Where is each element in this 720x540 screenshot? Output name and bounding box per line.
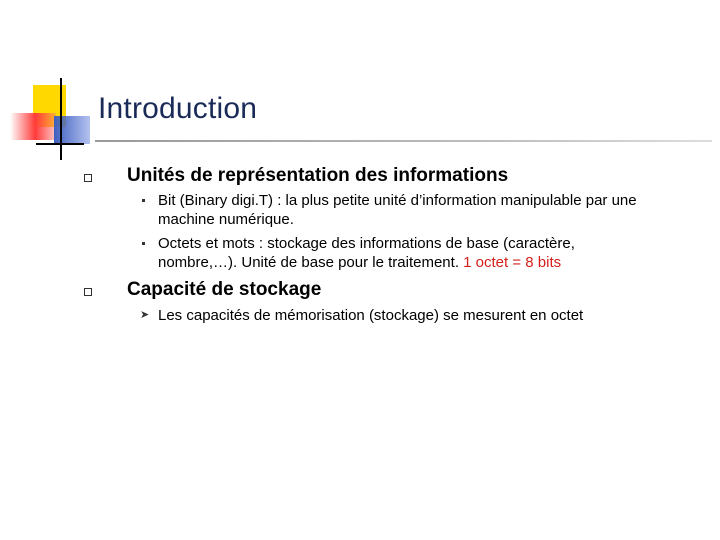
- square-bullet-icon: [84, 288, 92, 296]
- small-square-bullet-icon: [142, 199, 145, 202]
- square-bullet-icon: [84, 174, 92, 182]
- small-square-bullet-icon: [142, 242, 145, 245]
- arrow-bullet-icon: ➤: [140, 309, 150, 321]
- term-octets: Octets et mots: [158, 235, 255, 252]
- section-heading-units: Unités de représentation des informations: [127, 165, 509, 186]
- list-item-octets: [158, 234, 575, 272]
- list-item-bit: [158, 191, 637, 229]
- vertical-line-decoration: [60, 78, 62, 160]
- octets-desc-line1: : stockage des informations de base (caractère,: [254, 235, 575, 252]
- horizontal-line-decoration: [36, 143, 84, 145]
- red-bar-decoration: [10, 113, 56, 140]
- bit-desc-line2: machine numérique.: [158, 211, 294, 228]
- octet-bits-highlight: 1 octet = 8 bits: [463, 254, 562, 271]
- section-heading-capacity: Capacité de stockage: [127, 279, 322, 300]
- term-bit: Bit: [158, 192, 176, 209]
- title-underline: [95, 140, 712, 142]
- slide-title: Introduction: [98, 92, 258, 125]
- octets-desc-line2: nombre,…). Unité de base pour le traitement.: [158, 254, 464, 271]
- bit-desc-line1: (Binary digi.T) : la plus petite unité d’information manipulable par une: [175, 192, 637, 209]
- list-item-capacity: Les capacités de mémorisation (stockage) se mesurent en octet: [158, 307, 584, 324]
